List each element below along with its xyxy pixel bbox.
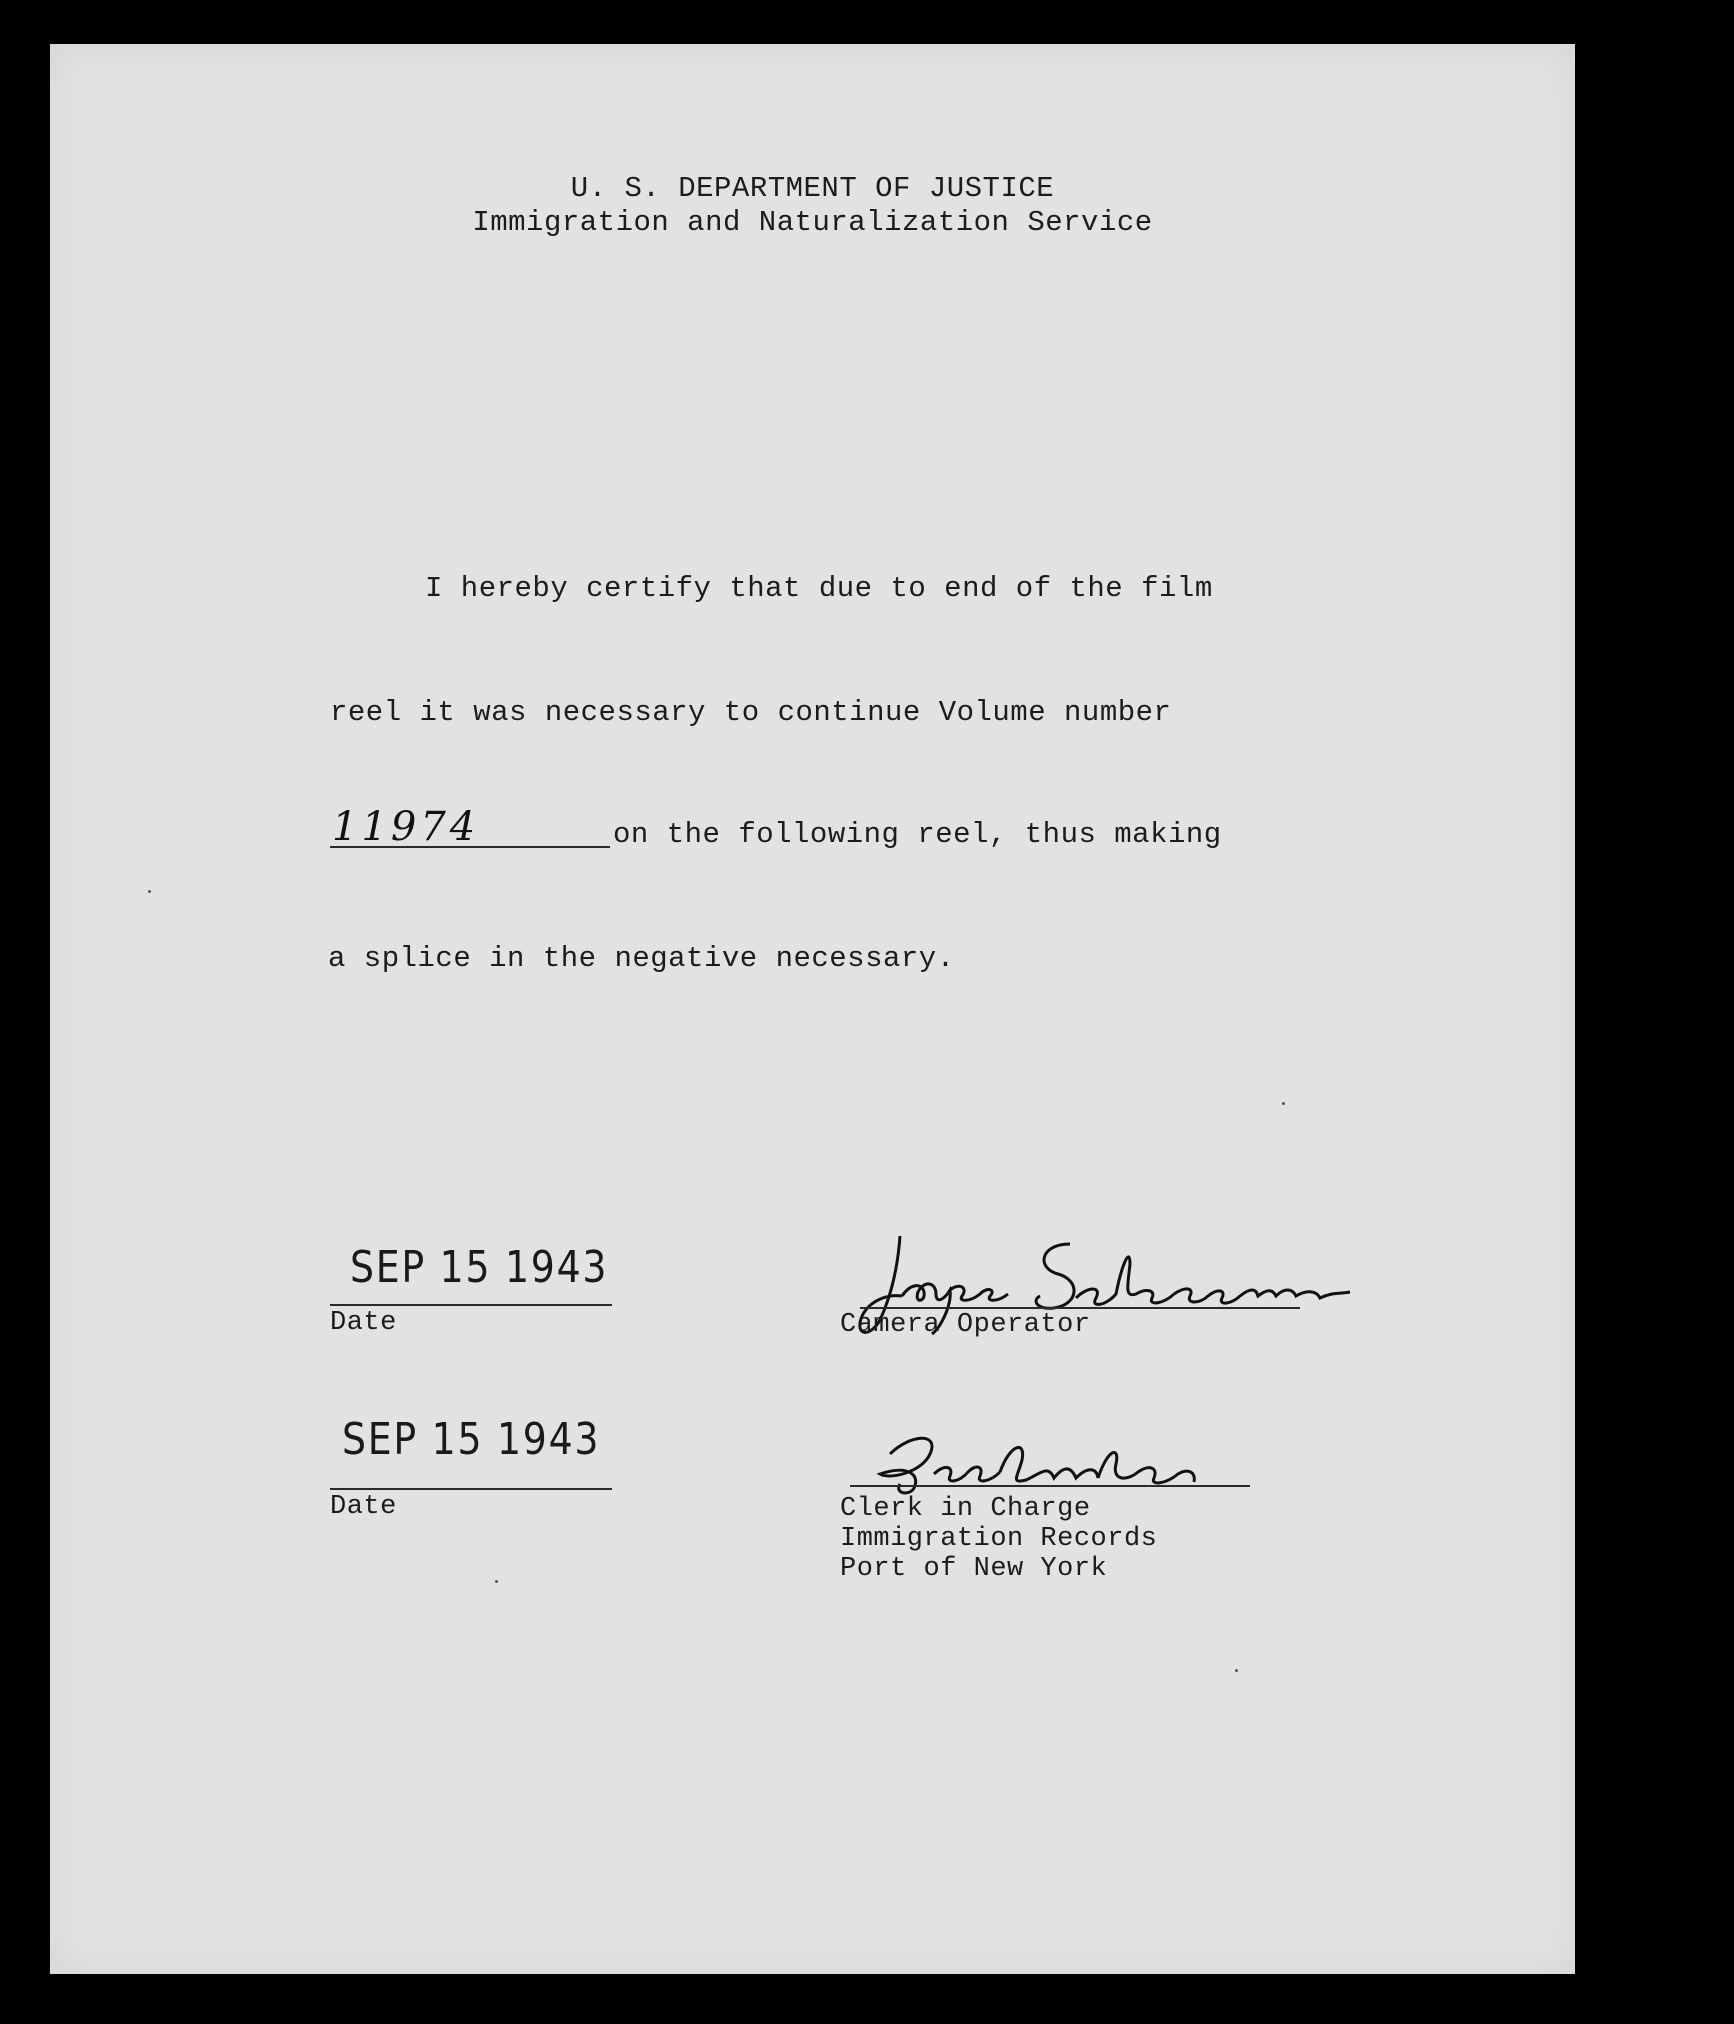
document-page [50, 44, 1575, 1974]
date-rule-1 [330, 1304, 612, 1306]
role-line-2-3: Port of New York [840, 1554, 1108, 1584]
department-heading: U. S. DEPARTMENT OF JUSTICE [570, 172, 1055, 205]
scan-speck [148, 890, 151, 893]
date-label-2: Date [330, 1492, 397, 1522]
role-line-2-2: Immigration Records [840, 1524, 1158, 1554]
date-stamp-1: SEP 15 1943 [350, 1242, 609, 1293]
volume-number: 11974 [332, 804, 480, 850]
volume-number-rule [330, 846, 610, 848]
date-rule-2 [330, 1488, 612, 1490]
certificate-line-2: reel it was necessary to continue Volume number [330, 696, 1172, 729]
date-stamp-2: SEP 15 1943 [342, 1414, 601, 1465]
scan-speck [1282, 1102, 1285, 1105]
role-line-1-1: Camera Operator [840, 1310, 1091, 1340]
service-heading: Immigration and Naturalization Service [472, 206, 1153, 239]
certificate-line-3: on the following reel, thus making [613, 818, 1222, 851]
scan-speck [1235, 1669, 1238, 1672]
role-line-2-1: Clerk in Charge [840, 1494, 1091, 1524]
clerk-signature [850, 1424, 1250, 1504]
scan-speck [495, 1580, 498, 1583]
certificate-line-1: I hereby certify that due to end of the film [425, 572, 1213, 605]
certificate-line-4: a splice in the negative necessary. [328, 942, 955, 975]
date-label-1: Date [330, 1308, 397, 1338]
